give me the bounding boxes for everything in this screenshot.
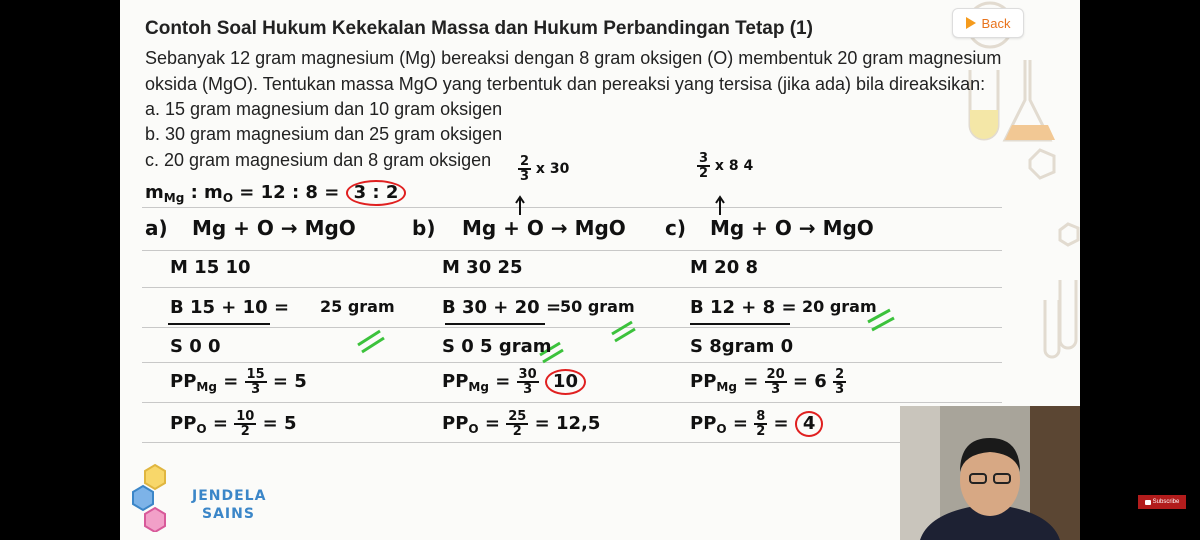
back-button-label: Back xyxy=(981,15,1011,31)
part-c-label: c) xyxy=(665,216,686,240)
part-b-mula: M 30 25 xyxy=(442,257,523,278)
option-a: a. 15 gram magnesium dan 10 gram oksigen xyxy=(145,99,503,119)
part-b-equation: Mg + O → MgO xyxy=(462,216,626,240)
part-c-result: 20 gram xyxy=(802,297,877,316)
presenter-webcam xyxy=(900,406,1080,540)
part-a-mula: M 15 10 xyxy=(170,257,251,278)
ruled-line xyxy=(142,442,1002,443)
part-b-pp-o: $PP_O$ = $\frac{25}{2}$ = 12,5 xyxy=(442,409,601,439)
part-b-result: 50 gram xyxy=(560,297,635,316)
part-b-pp-mg: $PP_{Mg}$ = $\frac{30}{3}$ 10 xyxy=(442,368,586,396)
multiplier-note-c: $\frac{3}{2}$ x 8 4 xyxy=(699,151,754,181)
back-button[interactable] xyxy=(952,8,1024,38)
part-b-label: b) xyxy=(412,216,436,240)
option-b: b. 30 gram magnesium dan 25 gram oksigen xyxy=(145,124,503,144)
mass-ratio: $m_{Mg}$ : $m_O = 12$ : 8 = 3 : 2 xyxy=(145,180,406,206)
part-b-bereaksi: B 30 + 20 = xyxy=(442,297,562,318)
page-title: Contoh Soal Hukum Kekekalan Massa dan Hukum Perbandingan Tetap (1) xyxy=(145,18,813,39)
part-c-equation: Mg + O → MgO xyxy=(710,216,874,240)
youtube-icon xyxy=(1145,500,1151,505)
part-c-sisa: S 8gram 0 xyxy=(690,336,794,357)
part-a-result: 25 gram xyxy=(320,297,395,316)
question-line-2: oksida (MgO). Tentukan massa MgO yang terbentuk dan pereaksi yang tersisa (jika ada) bila direaksikan: xyxy=(145,74,986,94)
pp-mg-b-circled: 10 xyxy=(545,369,586,395)
part-c-bereaksi: B 12 + 8 = xyxy=(690,297,797,318)
ruled-line xyxy=(142,362,1002,363)
hexagon-logo-icon xyxy=(130,462,190,532)
part-a-sisa: S 0 0 xyxy=(170,336,221,357)
pp-o-c-circled: 4 xyxy=(795,411,824,437)
part-a-pp-mg: $PP_{Mg}$ = $\frac{15}{3}$ = 5 xyxy=(170,367,307,397)
part-a-equation: Mg + O → MgO xyxy=(192,216,356,240)
ruled-line xyxy=(142,250,1002,251)
ratio-result-circled: 3 : 2 xyxy=(346,180,407,206)
part-a-bereaksi: B 15 + 10 = xyxy=(170,297,290,318)
multiplier-note-b: $\frac{2}{3}$ x 30 xyxy=(520,154,570,184)
ruled-line xyxy=(142,402,1002,403)
option-c: c. 20 gram magnesium dan 8 gram oksigen xyxy=(145,150,492,170)
ruled-line xyxy=(142,287,1002,288)
ruled-line xyxy=(142,207,1002,208)
part-c-mula: M 20 8 xyxy=(690,257,759,278)
presenter-video-frame xyxy=(900,406,1080,540)
part-a-label: a) xyxy=(145,216,168,240)
part-c-pp-o: $PP_O$ = $\frac{8}{2}$ = 4 xyxy=(690,410,823,438)
part-c-pp-mg: $PP_{Mg}$ = $\frac{20}{3}$ = 6 $\frac{2}{3}$ xyxy=(690,367,845,397)
part-a-pp-o: $PP_O$ = $\frac{10}{2}$ = 5 xyxy=(170,409,297,439)
part-b-sisa: S 0 5 gram xyxy=(442,336,552,357)
logo-text-line2: SAINS xyxy=(202,506,255,522)
question-line-1: Sebanyak 12 gram magnesium (Mg) bereaksi dengan 8 gram oksigen (O) membentuk 20 gram magnesium xyxy=(145,48,1002,68)
subscribe-label: Subscribe xyxy=(1152,499,1180,505)
subscribe-button[interactable] xyxy=(1138,495,1186,509)
logo-text-line1: JENDELA xyxy=(192,488,267,504)
jendela-sains-logo xyxy=(130,462,267,532)
play-arrow-icon xyxy=(966,17,976,29)
ruled-line xyxy=(142,327,1002,328)
